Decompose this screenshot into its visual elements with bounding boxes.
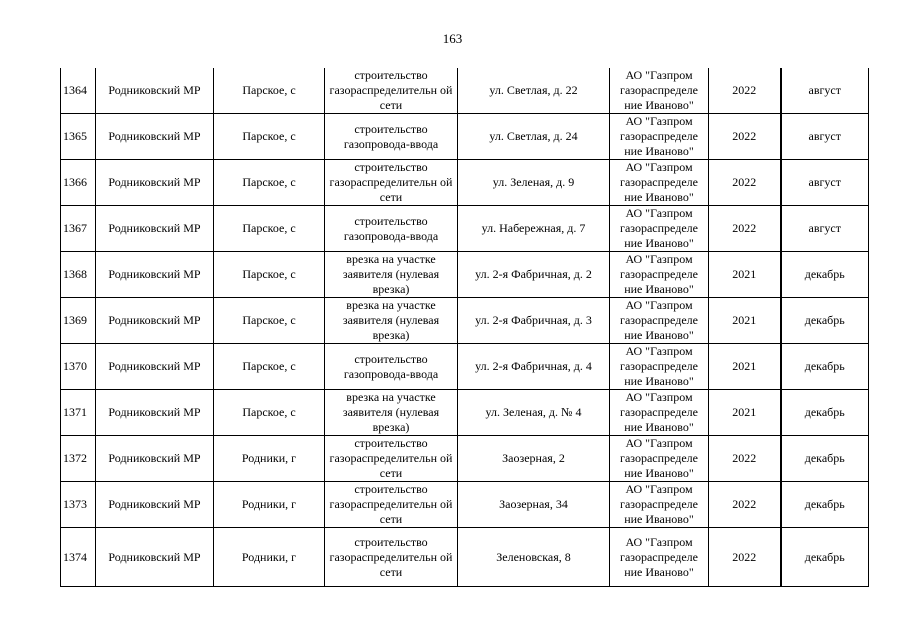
row-number-cell: 1365 bbox=[61, 114, 96, 160]
month-cell: декабрь bbox=[781, 344, 869, 390]
year-cell: 2022 bbox=[709, 206, 781, 252]
table-row bbox=[61, 206, 869, 252]
organization-cell: АО "Газпром газораспределе ние Иваново" bbox=[610, 68, 709, 114]
year-cell: 2022 bbox=[709, 482, 781, 528]
row-number-cell: 1366 bbox=[61, 160, 96, 206]
address-cell: Заозерная, 2 bbox=[458, 436, 610, 482]
year-cell: 2021 bbox=[709, 390, 781, 436]
organization-cell: АО "Газпром газораспределе ние Иваново" bbox=[610, 298, 709, 344]
month-cell: август bbox=[781, 206, 869, 252]
table-row bbox=[61, 114, 869, 160]
month-cell: август bbox=[781, 68, 869, 114]
work-type-cell: строительство газораспределительн ой сети bbox=[325, 482, 458, 528]
organization-cell: АО "Газпром газораспределе ние Иваново" bbox=[610, 252, 709, 298]
row-number-cell: 1369 bbox=[61, 298, 96, 344]
work-type-cell: строительство газопровода-ввода bbox=[325, 114, 458, 160]
work-type-cell: строительство газопровода-ввода bbox=[325, 206, 458, 252]
district-cell: Родниковский МР bbox=[96, 114, 214, 160]
organization-cell: АО "Газпром газораспределе ние Иваново" bbox=[610, 482, 709, 528]
settlement-cell: Парское, с bbox=[214, 114, 325, 160]
address-cell: ул. 2-я Фабричная, д. 3 bbox=[458, 298, 610, 344]
district-cell: Родниковский МР bbox=[96, 298, 214, 344]
table-row bbox=[61, 68, 869, 114]
district-cell: Родниковский МР bbox=[96, 344, 214, 390]
work-type-cell: строительство газораспределительн ой сети bbox=[325, 160, 458, 206]
work-type-cell: строительство газораспределительн ой сети bbox=[325, 68, 458, 114]
address-cell: Зеленовская, 8 bbox=[458, 528, 610, 587]
row-number-cell: 1373 bbox=[61, 482, 96, 528]
district-cell: Родниковский МР bbox=[96, 436, 214, 482]
year-cell: 2021 bbox=[709, 298, 781, 344]
work-type-cell: строительство газопровода-ввода bbox=[325, 344, 458, 390]
organization-cell: АО "Газпром газораспределе ние Иваново" bbox=[610, 390, 709, 436]
organization-cell: АО "Газпром газораспределе ние Иваново" bbox=[610, 114, 709, 160]
table-row bbox=[61, 482, 869, 528]
year-cell: 2022 bbox=[709, 68, 781, 114]
month-cell: декабрь bbox=[781, 528, 869, 587]
table-row bbox=[61, 436, 869, 482]
district-cell: Родниковский МР bbox=[96, 68, 214, 114]
address-cell: ул. 2-я Фабричная, д. 2 bbox=[458, 252, 610, 298]
work-type-cell: врезка на участке заявителя (нулевая врезка) bbox=[325, 252, 458, 298]
work-type-cell: врезка на участке заявителя (нулевая врезка) bbox=[325, 390, 458, 436]
settlement-cell: Парское, с bbox=[214, 298, 325, 344]
row-number-cell: 1374 bbox=[61, 528, 96, 587]
row-number-cell: 1370 bbox=[61, 344, 96, 390]
settlement-cell: Парское, с bbox=[214, 206, 325, 252]
year-cell: 2022 bbox=[709, 528, 781, 587]
year-cell: 2022 bbox=[709, 436, 781, 482]
gasification-table bbox=[60, 68, 869, 587]
organization-cell: АО "Газпром газораспределе ние Иваново" bbox=[610, 436, 709, 482]
table-row bbox=[61, 252, 869, 298]
row-number-cell: 1364 bbox=[61, 68, 96, 114]
table-row bbox=[61, 390, 869, 436]
year-cell: 2022 bbox=[709, 114, 781, 160]
organization-cell: АО "Газпром газораспределе ние Иваново" bbox=[610, 206, 709, 252]
month-cell: декабрь bbox=[781, 482, 869, 528]
address-cell: ул. Светлая, д. 22 bbox=[458, 68, 610, 114]
district-cell: Родниковский МР bbox=[96, 390, 214, 436]
settlement-cell: Родники, г bbox=[214, 528, 325, 587]
organization-cell: АО "Газпром газораспределе ние Иваново" bbox=[610, 160, 709, 206]
year-cell: 2022 bbox=[709, 160, 781, 206]
address-cell: Заозерная, 34 bbox=[458, 482, 610, 528]
work-type-cell: строительство газораспределительн ой сети bbox=[325, 528, 458, 587]
row-number-cell: 1367 bbox=[61, 206, 96, 252]
district-cell: Родниковский МР bbox=[96, 482, 214, 528]
row-number-cell: 1371 bbox=[61, 390, 96, 436]
district-cell: Родниковский МР bbox=[96, 252, 214, 298]
organization-cell: АО "Газпром газораспределе ние Иваново" bbox=[610, 528, 709, 587]
address-cell: ул. Светлая, д. 24 bbox=[458, 114, 610, 160]
settlement-cell: Родники, г bbox=[214, 482, 325, 528]
address-cell: ул. Набережная, д. 7 bbox=[458, 206, 610, 252]
month-cell: декабрь bbox=[781, 252, 869, 298]
month-cell: август bbox=[781, 160, 869, 206]
work-type-cell: врезка на участке заявителя (нулевая врезка) bbox=[325, 298, 458, 344]
table-row bbox=[61, 528, 869, 587]
address-cell: ул. 2-я Фабричная, д. 4 bbox=[458, 344, 610, 390]
settlement-cell: Парское, с bbox=[214, 252, 325, 298]
settlement-cell: Парское, с bbox=[214, 160, 325, 206]
address-cell: ул. Зеленая, д. 9 bbox=[458, 160, 610, 206]
page-number: 163 bbox=[442, 31, 463, 46]
row-number-cell: 1372 bbox=[61, 436, 96, 482]
month-cell: декабрь bbox=[781, 298, 869, 344]
month-cell: декабрь bbox=[781, 436, 869, 482]
year-cell: 2021 bbox=[709, 252, 781, 298]
work-type-cell: строительство газораспределительн ой сети bbox=[325, 436, 458, 482]
district-cell: Родниковский МР bbox=[96, 206, 214, 252]
organization-cell: АО "Газпром газораспределе ние Иваново" bbox=[610, 344, 709, 390]
table-row bbox=[61, 298, 869, 344]
address-cell: ул. Зеленая, д. № 4 bbox=[458, 390, 610, 436]
district-cell: Родниковский МР bbox=[96, 160, 214, 206]
settlement-cell: Парское, с bbox=[214, 390, 325, 436]
month-cell: август bbox=[781, 114, 869, 160]
table-row bbox=[61, 344, 869, 390]
month-cell: декабрь bbox=[781, 390, 869, 436]
year-cell: 2021 bbox=[709, 344, 781, 390]
settlement-cell: Родники, г bbox=[214, 436, 325, 482]
district-cell: Родниковский МР bbox=[96, 528, 214, 587]
settlement-cell: Парское, с bbox=[214, 68, 325, 114]
settlement-cell: Парское, с bbox=[214, 344, 325, 390]
row-number-cell: 1368 bbox=[61, 252, 96, 298]
table-row bbox=[61, 160, 869, 206]
